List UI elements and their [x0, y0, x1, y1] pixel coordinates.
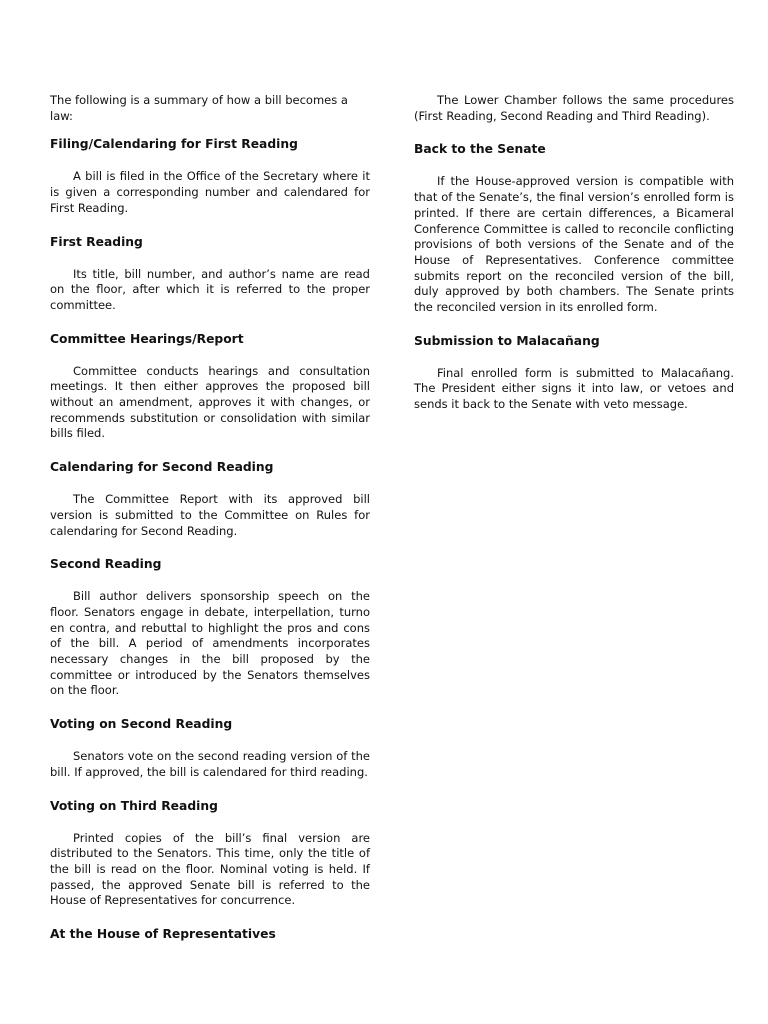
heading-second-reading: Second Reading	[50, 557, 162, 572]
para-second-reading: Bill author delivers sponsorship speech on the floor. Senators engage in debate, interpellation, turno en contra, and rebuttal to highlight the pros and cons of the bill. A period of amendments incorporates necessary changes in the bill proposed by the committee or introduced by the Senators themselves on the floor.	[50, 589, 370, 698]
para-calendaring-second: The Committee Report with its approved bill version is submitted to the Committee on Rules for calendaring for Second Reading.	[50, 492, 370, 538]
para-filing: A bill is filed in the Office of the Secretary where it is given a corresponding number and calendared for First Reading.	[50, 169, 370, 215]
para-voting-third: Printed copies of the bill’s final version are distributed to the Senators. This time, only the title of the bill is read on the floor. Nominal voting is held. If passed, the approved Senate bill is referred to the House of Representatives for concurrence.	[50, 830, 370, 908]
para-malacanang: Final enrolled form is submitted to Malacañang. The President either signs it into law, or vetoes and sends it back to the Senate with veto message.	[414, 365, 734, 412]
heading-calendaring-second: Calendaring for Second Reading	[50, 460, 274, 475]
intro-text: The following is a summary of how a bill becomes a law:	[50, 93, 348, 123]
left-column	[50, 93, 370, 959]
heading-voting-third: Voting on Third Reading	[50, 798, 218, 813]
para-back-to-senate: If the House-approved version is compatible with that of the Senate’s, the final version’s enrolled form is printed. If there are certain differences, a Bicameral Conference Committee is called to reconcile conflicting provisions of both versions of the Senate and of the House of Representatives. Conference committee submits report on the reconciled version of the bill, duly approved by both chambers. The Senate prints the reconciled version in its enrolled form.	[414, 174, 734, 315]
heading-voting-second: Voting on Second Reading	[50, 717, 233, 732]
heading-house: At the House of Representatives	[50, 927, 276, 942]
para-first-reading: Its title, bill number, and author’s name are read on the floor, after which it is referred to the proper committee.	[50, 266, 370, 312]
right-column	[414, 93, 734, 430]
heading-malacanang: Submission to Malacañang	[414, 333, 600, 348]
heading-back-to-senate: Back to the Senate	[414, 142, 546, 157]
heading-first-reading: First Reading	[50, 234, 143, 249]
heading-committee: Committee Hearings/Report	[50, 331, 244, 346]
para-lower-chamber: The Lower Chamber follows the same procedures (First Reading, Second Reading and Third Reading).	[414, 93, 734, 123]
para-voting-second: Senators vote on the second reading version of the bill. If approved, the bill is calendared for third reading.	[50, 749, 370, 779]
heading-filing: Filing/Calendaring for First Reading	[50, 137, 298, 152]
para-committee: Committee conducts hearings and consultation meetings. It then either approves the proposed bill without an amendment, approves it with changes, or recommends substitution or consolidation with similar bills filed.	[50, 363, 370, 441]
